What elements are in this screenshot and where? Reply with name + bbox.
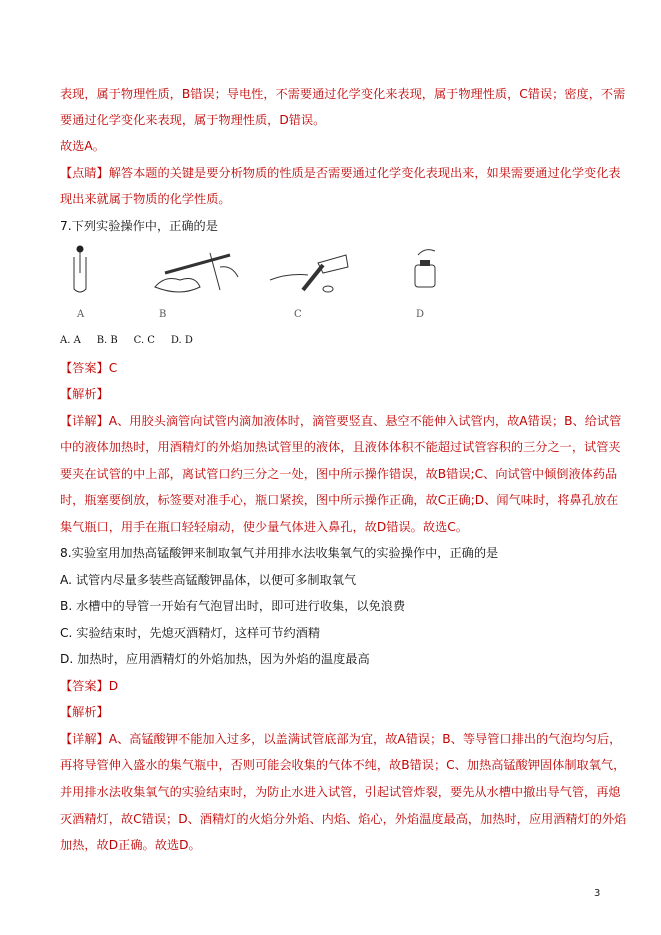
pouring-liquid-figure [268,245,358,295]
option-c: C. 实验结束时，先熄灭酒精灯，这样可节约酒精 [60,626,321,640]
analysis-label: 【解析】 [60,387,109,401]
option-b: B. 水槽中的导管一开始有气泡冒出时，即可进行收集，以免浪费 [60,599,406,613]
detail-line: 再将导管伸入盛水的集气瓶中，否则可能会收集的气体不纯，故B错误；C、加热高锰酸钾固体制取氧气， [60,758,626,772]
figure-label: A [77,309,85,320]
text-line: 要通过化学变化来表现，属于物理性质，D错误。 [60,113,326,127]
detail-line: 灭酒精灯，故C错误；D、酒精灯的火焰分外焰、内焰、焰心，外焰温度最高，加热时，应用酒精灯的外焰 [60,812,627,826]
option-d: D. 加热时，应用酒精灯的外焰加热，因为外焰的温度最高 [60,652,370,666]
figure-label: C [294,309,302,320]
dropper-figure [70,245,90,295]
text-line: 表现，属于物理性质，B错误；导电性，不需要通过化学变化来表现，属于物理性质，C错误；密度，不需 [60,87,626,101]
tip-line: 现出来就属于物质的化学性质。 [60,192,231,206]
figure-label: D [416,309,425,320]
analysis-label: 【解析】 [60,705,109,719]
detail-line: 【详解】A、用胶头滴管向试管内滴加液体时，滴管要竖直、悬空不能伸入试管内，故A错误；B、给试管 [60,414,622,428]
heating-tube-figure [150,245,240,295]
detail-line: 时，瓶塞要倒放，标签要对准手心，瓶口紧挨，图中所示操作正确，故C正确;D、闻气味时，将鼻孔放在 [60,493,619,507]
answer-label: 【答案】D [60,679,119,693]
question-8-stem: 8.实验室用加热高锰酸钾来制取氧气并用排水法收集氧气的实验操作中，正确的是 [60,546,499,560]
detail-line: 要夹在试管的中上部，离试管口约三分之一处，图中所示操作错误，故B错误;C、向试管中倾倒液体药品 [60,467,618,481]
page-number: 3 [594,888,601,899]
detail-line: 中的液体加热时，用酒精灯的外焰加热试管里的液体，且液体体积不能超过试管容积的三分之一，试管夹 [60,440,621,454]
answer-label: 【答案】C [60,361,118,375]
figure-label: B [159,309,167,320]
detail-line: 加热，故D正确。故选D。 [60,838,201,852]
detail-line: 并用排水法收集氧气的实验结束时，为防止水进入试管，引起试管炸裂，要先从水槽中撤出导气管，再熄 [60,785,621,799]
detail-line: 集气瓶口，用手在瓶口轻轻扇动，使少量气体进入鼻孔，故D错误。故选C。 [60,520,468,534]
detail-line: 【详解】A、高锰酸钾不能加入过多，以盖满试管底部为宜，故A错误；B、等导管口排出的气泡均匀后， [60,732,622,746]
smelling-gas-figure [410,245,440,295]
text-line: 故选A。 [60,139,105,153]
question-7-options: A. A B. B C. C D. D [60,335,193,346]
option-a: A. 试管内尽量多装些高锰酸钾晶体，以便可多制取氧气 [60,573,357,587]
question-7-stem: 7.下列实验操作中，正确的是 [60,219,218,233]
tip-line: 【点睛】解答本题的关键是要分析物质的性质是否需要通过化学变化表现出来，如果需要通过化学变化表 [60,166,621,180]
